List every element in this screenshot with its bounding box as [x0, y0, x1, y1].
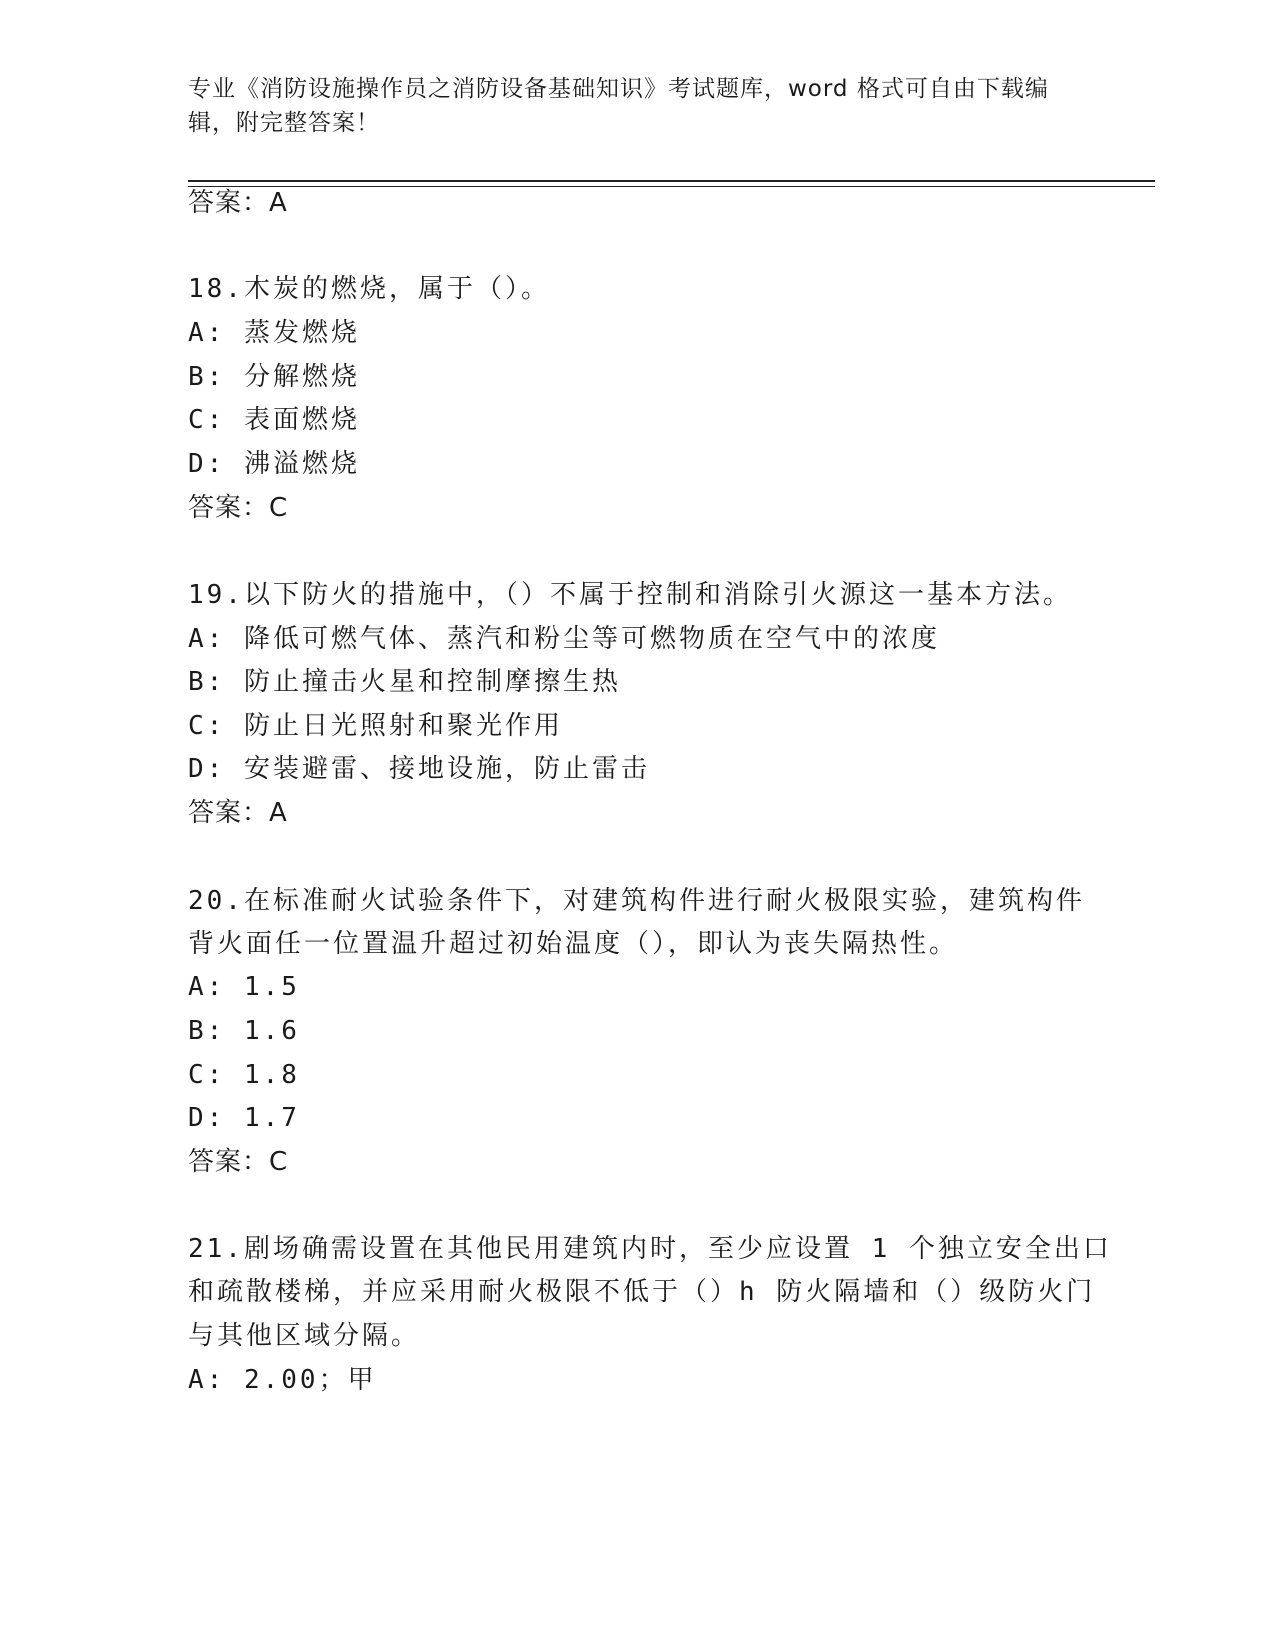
- question-20-option-d: D: 1.7: [188, 1103, 300, 1133]
- question-21-stem-line-2: 和疏散楼梯，并应采用耐火极限不低于（）h 防火隔墙和（）级防火门: [188, 1277, 1096, 1307]
- question-19-answer: 答案：A: [188, 798, 288, 828]
- question-21-option-a: A: 2.00；甲: [188, 1365, 377, 1395]
- document-header: [188, 72, 1088, 140]
- answer-prev: 答案：A: [188, 188, 288, 218]
- question-20-stem-line-2: 背火面任一位置温升超过初始温度（），即认为丧失隔热性。: [188, 929, 959, 959]
- question-18-stem: 18.木炭的燃烧，属于（）。: [188, 274, 550, 304]
- question-20-answer: 答案：C: [188, 1147, 289, 1177]
- question-20-option-b: B: 1.6: [188, 1016, 300, 1046]
- question-20-option-a: A: 1.5: [188, 972, 300, 1002]
- header-rule-thick: [188, 180, 1155, 182]
- header-rule-thin: [188, 186, 1155, 187]
- question-18-option-a: A: 蒸发燃烧: [188, 318, 360, 348]
- question-19-option-c: C: 防止日光照射和聚光作用: [188, 711, 563, 741]
- question-18-answer: 答案：C: [188, 493, 289, 523]
- question-19-option-a: A: 降低可燃气体、蒸汽和粉尘等可燃物质在空气中的浓度: [188, 624, 940, 654]
- question-21-stem-line-3: 与其他区域分隔。: [188, 1321, 421, 1351]
- question-19-stem: 19.以下防火的措施中，（）不属于控制和消除引火源这一基本方法。: [188, 580, 1072, 610]
- question-19-option-d: D: 安装避雷、接地设施，防止雷击: [188, 754, 650, 784]
- question-18-option-b: B: 分解燃烧: [188, 362, 360, 392]
- header-line-1: 专业《消防设施操作员之消防设备基础知识》考试题库，word 格式可自由下载编: [188, 76, 1049, 102]
- question-20-option-c: C: 1.8: [188, 1060, 300, 1090]
- question-19-option-b: B: 防止撞击火星和控制摩擦生热: [188, 667, 621, 697]
- question-20-stem-line-1: 20.在标准耐火试验条件下，对建筑构件进行耐火极限实验，建筑构件: [188, 886, 1085, 916]
- question-18-option-d: D: 沸溢燃烧: [188, 449, 360, 479]
- question-18-option-c: C: 表面燃烧: [188, 405, 360, 435]
- header-line-2: 辑，附完整答案！: [188, 110, 380, 136]
- question-21-stem-line-1: 21.剧场确需设置在其他民用建筑内时，至少应设置 1 个独立安全出口: [188, 1234, 1112, 1264]
